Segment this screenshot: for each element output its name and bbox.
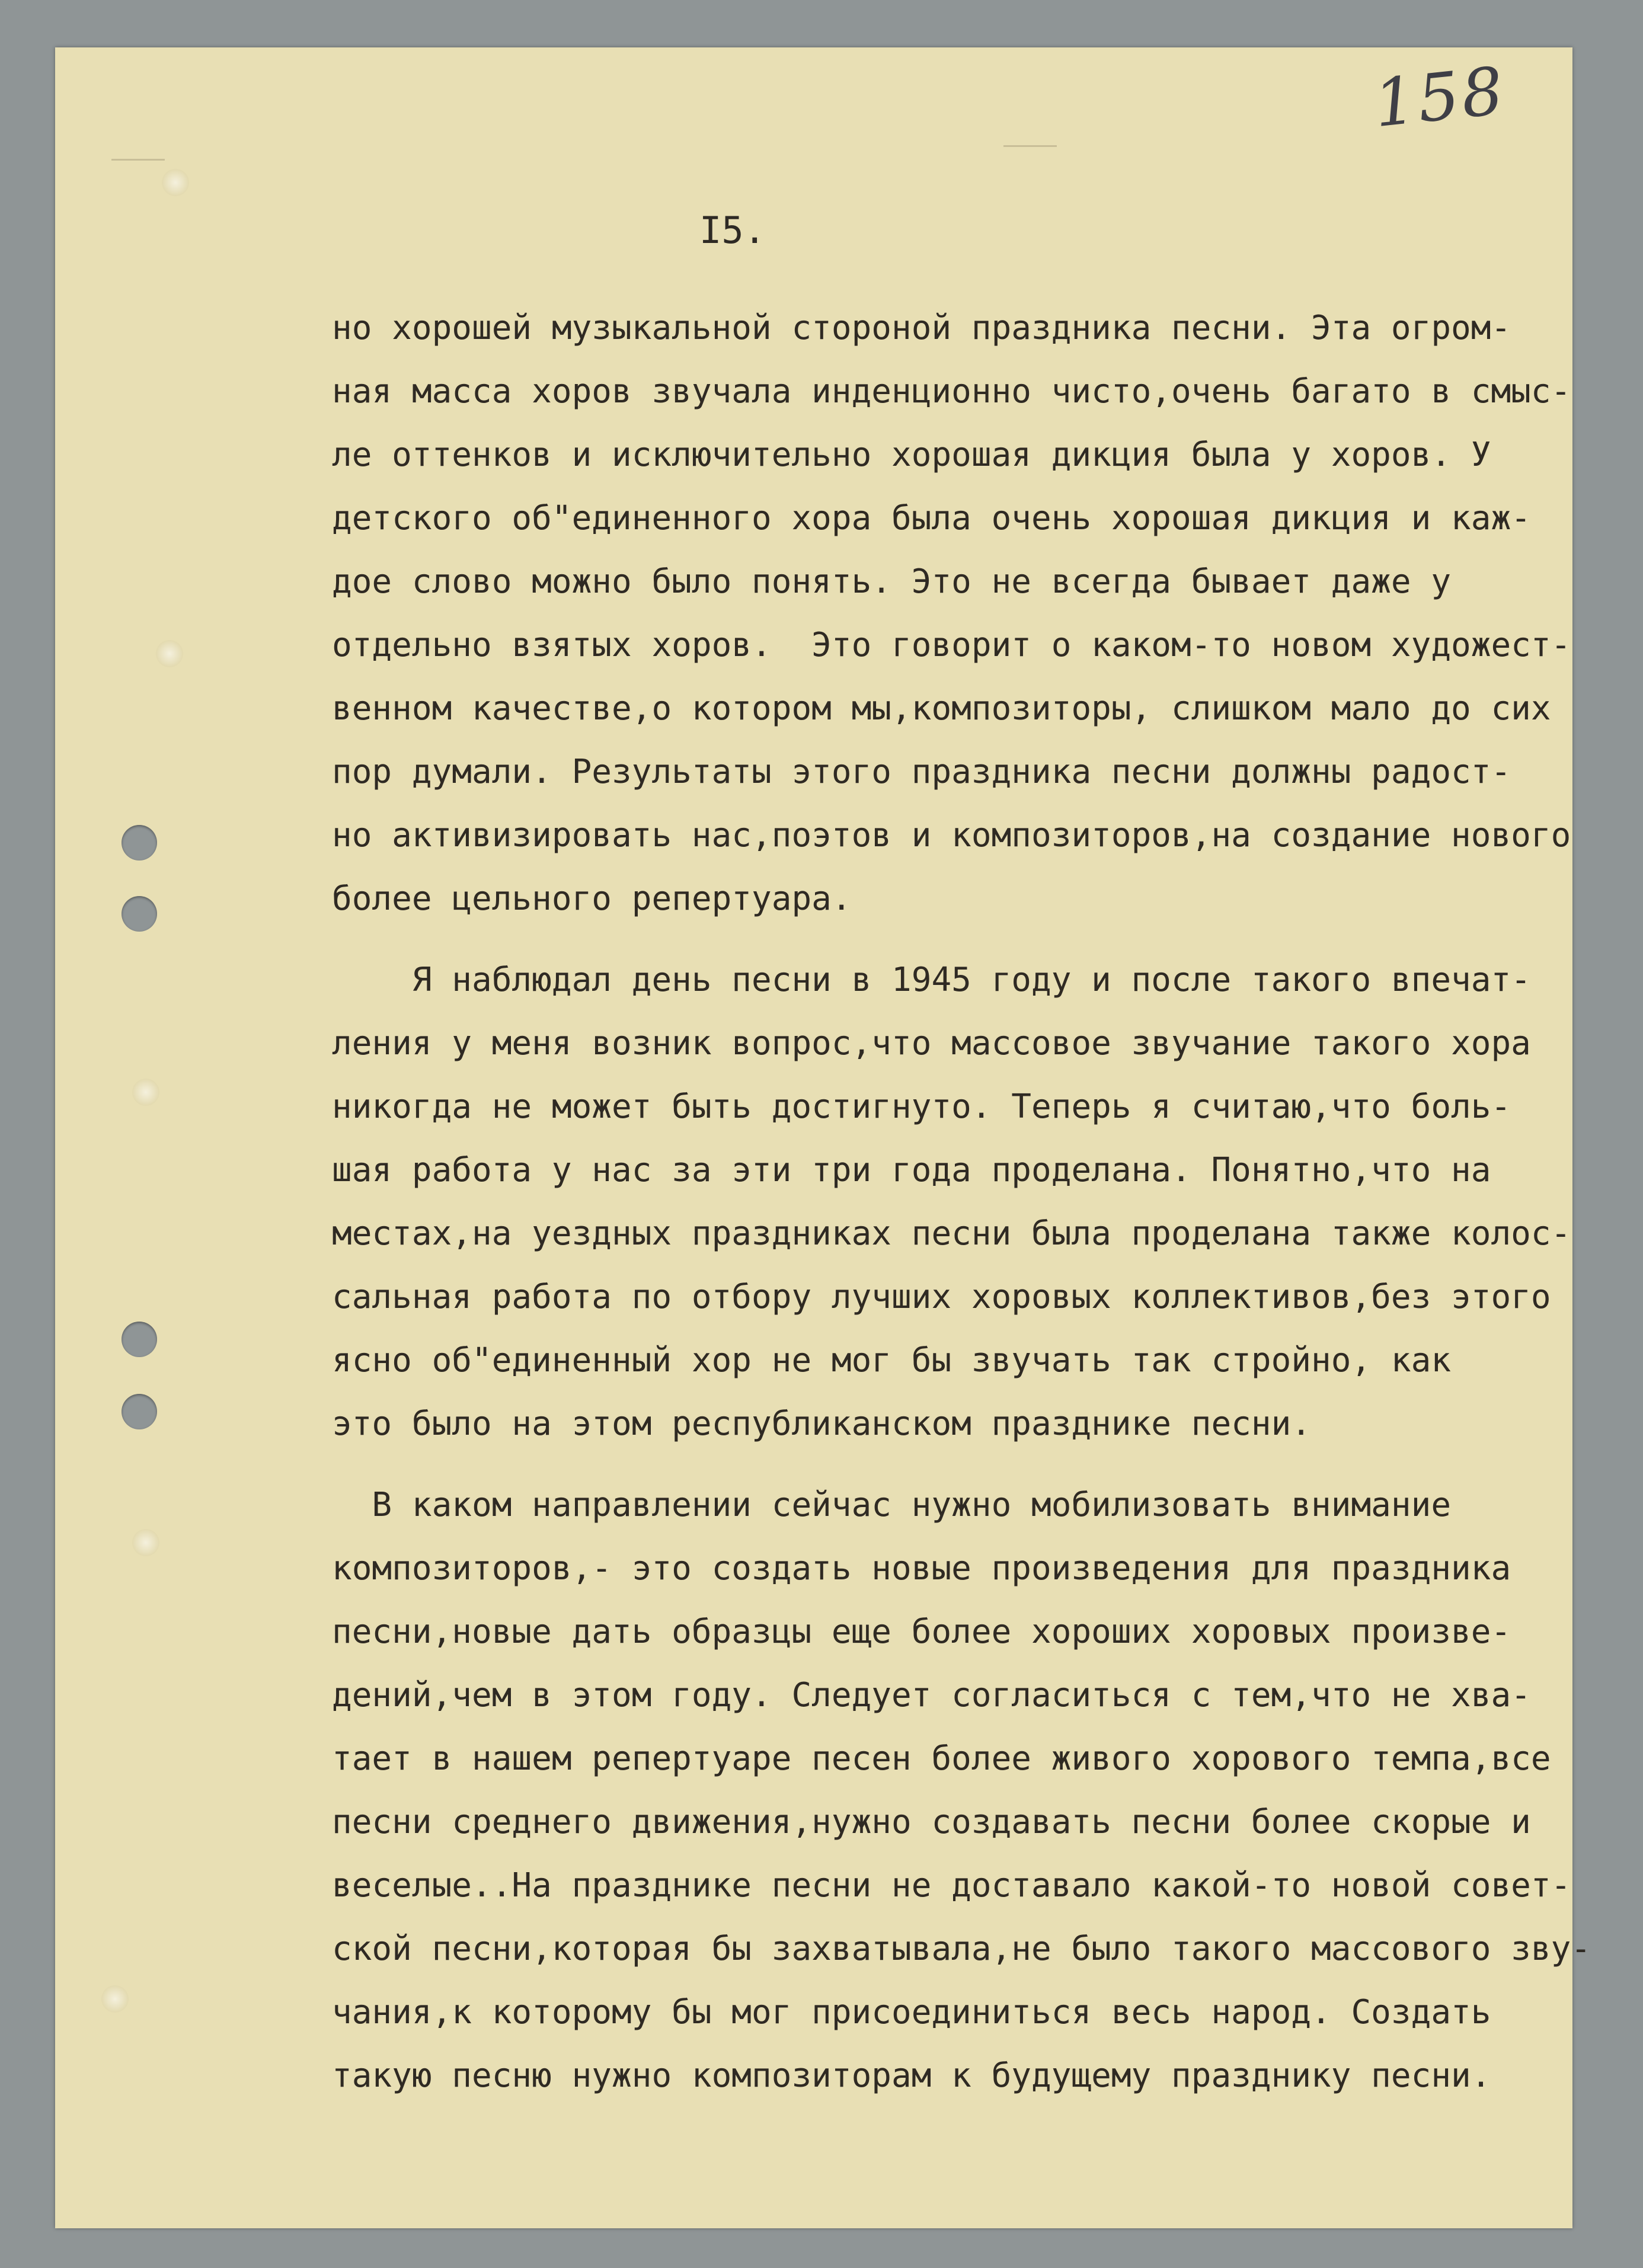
text-line: Я наблюдал день песни в 1945 году и после такого впечат- [332, 961, 1531, 999]
staple-mark [132, 1529, 159, 1556]
text-line: тает в нашем репертуаре песен более живого хорового темпа,все [332, 1739, 1551, 1778]
text-line: ской песни,которая бы захватывала,не было такого массового зву- [332, 1930, 1591, 1968]
punch-hole [122, 896, 157, 932]
paragraph [332, 296, 1571, 930]
text-line: это было на этом республиканском празднике песни. [332, 1405, 1312, 1443]
page-number: I5. [699, 209, 766, 252]
text-line: ная масса хоров звучала инденционно чисто,очень багато в смыс- [332, 372, 1571, 411]
text-line: дое слово можно было понять. Это не всегда бывает даже у [332, 562, 1452, 601]
text-line: ления у меня возник вопрос,что массовое звучание такого хора [332, 1024, 1531, 1063]
paper-mark [111, 159, 165, 161]
text-line: такую песню нужно композиторам к будущему празднику песни. [332, 2056, 1491, 2095]
text-line: композиторов,- это создать новые произведения для праздника [332, 1549, 1511, 1588]
text-line: сальная работа по отбору лучших хоровых коллективов,без этого [332, 1278, 1551, 1316]
punch-hole [122, 825, 157, 861]
text-line: никогда не может быть достигнуто. Теперь я считаю,что боль- [332, 1087, 1511, 1126]
staple-mark [162, 169, 189, 196]
punch-hole [122, 1322, 157, 1357]
text-line: детского об"единенного хора была очень хорошая дикция и каж- [332, 499, 1531, 538]
text-line: песни,новые дать образцы еще более хороших хоровых произве- [332, 1613, 1511, 1651]
staple-mark [156, 640, 183, 667]
punch-hole [122, 1394, 157, 1429]
paper-mark [1003, 145, 1057, 147]
text-line: но хорошей музыкальной стороной праздника песни. Эта огром- [332, 309, 1511, 347]
text-line: но активизировать нас,поэтов и композиторов,на создание нового [332, 816, 1571, 855]
text-line: ясно об"единенный хор не мог бы звучать так стройно, как [332, 1341, 1452, 1380]
text-line: пор думали. Результаты этого праздника песни должны радост- [332, 753, 1511, 791]
text-line: чания,к которому бы мог присоединиться весь народ. Создать [332, 1993, 1491, 2032]
staple-mark [101, 1985, 129, 2013]
text-line: дений,чем в этом году. Следует согласиться с тем,что не хва- [332, 1676, 1531, 1714]
staple-mark [132, 1079, 159, 1106]
text-line: песни среднего движения,нужно создавать песни более скорые и [332, 1803, 1531, 1841]
text-line: местах,на уездных праздниках песни была проделана также колос- [332, 1214, 1571, 1253]
text-line: ле оттенков и исключительно хорошая дикция была у хоров. У [332, 436, 1491, 474]
text-line: веселые..На празднике песни не доставало какой-то новой совет- [332, 1866, 1571, 1905]
text-line: шая работа у нас за эти три года проделана. Понятно,что на [332, 1151, 1491, 1189]
text-line: отдельно взятых хоров. Это говорит о каком-то новом художест- [332, 626, 1571, 664]
text-line: В каком направлении сейчас нужно мобилизовать внимание [332, 1486, 1452, 1524]
paragraph [332, 948, 1571, 1456]
archive-folio-number: 158 [1370, 52, 1510, 142]
text-line: более цельного репертуара. [332, 879, 852, 918]
paragraph [332, 1473, 1591, 2107]
text-line: венном качестве,о котором мы,композиторы, слишком мало до сих [332, 689, 1551, 728]
typewritten-text [332, 296, 1591, 2125]
